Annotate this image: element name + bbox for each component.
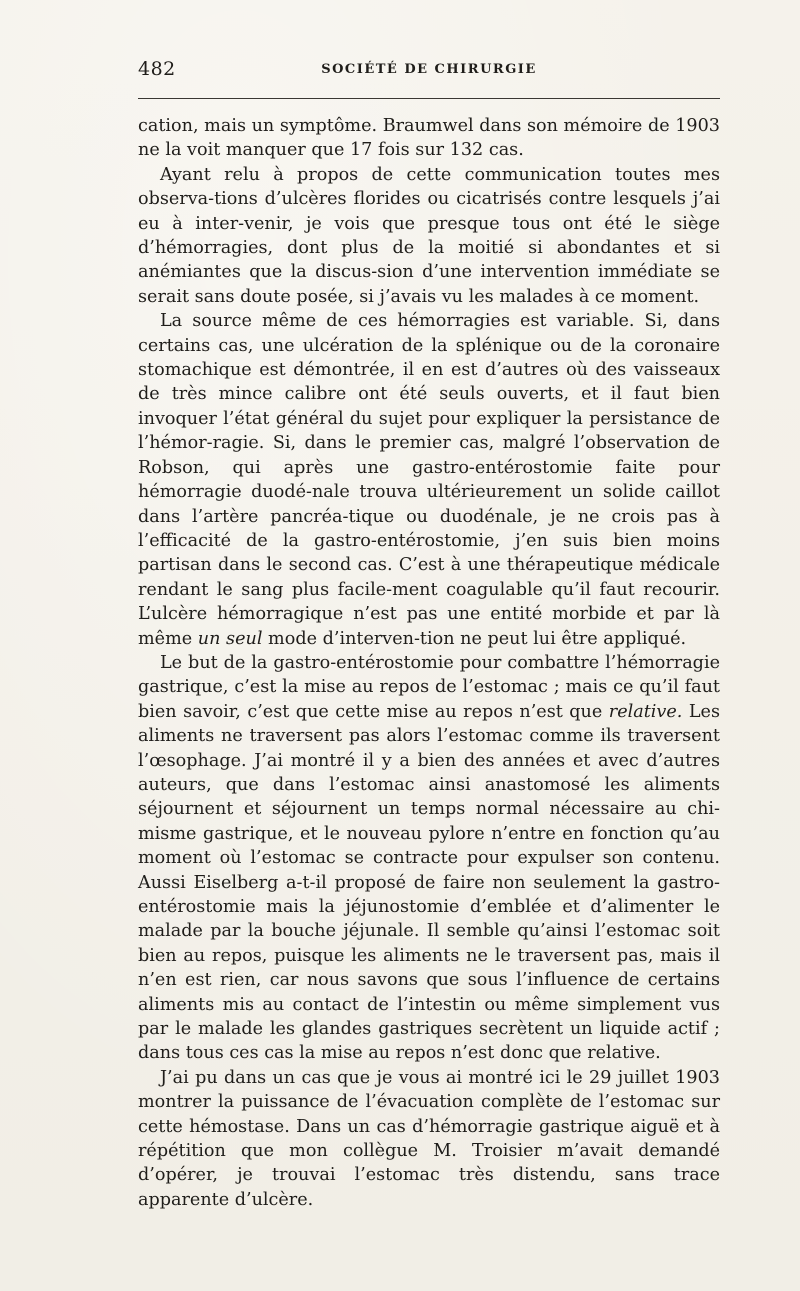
paragraph xyxy=(138,163,720,309)
page-number: 482 xyxy=(138,58,176,80)
paragraph-text: La source même de ces hémorragies est variable. Si, dans certains cas, une ulcération de la splénique ou de la coronaire stomachique est démontrée, il en est d’autres où des vaisseaux de très mince calibre ont été seuls ouverts, et il faut bien invoquer l’état général du sujet pour expliquer la persistance de l’hémor-ragie. Si, dans le premier cas, malgré l’observation de Robson, qui après une gastro-entérostomie faite pour hémorragie duodé-nale trouva ultérieurement un solide caillot dans l’artère pancréa-tique ou duodénale, je ne crois pas à l’efficacité de la gastro-entérostomie, j’en suis bien moins partisan dans le second cas. C’est à une thérapeutique médicale rendant le sang plus facile-ment coagulable qu’il faut recourir. L’ulcère hémorragique n’est pas une entité morbide et par là même xyxy=(138,311,720,649)
body-text xyxy=(138,114,720,1212)
paragraph xyxy=(138,1066,720,1212)
italic-text: un seul xyxy=(197,628,263,649)
paragraph-text: Les aliments ne traversent pas alors l’estomac comme ils traversent l’œsophage. J’ai montré il y a bien des années et avec d’autres auteurs, que dans l’estomac ainsi anastomosé les aliments séjournent et séjournent un temps normal nécessaire au chi-misme gastrique, et le nouveau pylore n’entre en fonction qu’au moment où l’estomac se contracte pour expulser son contenu. Aussi Eiselberg a-t-il proposé de faire non seulement la gastro-entérostomie mais la jéjunostomie d’emblée et d’alimenter le malade par la bouche jéjunale. Il semble qu’ainsi l’estomac soit bien au repos, puisque les aliments ne le traversent pas, mais il n’en est rien, car nous savons que sous l’influence de certains aliments mis au contact de l’intestin ou même simplement vus par le malade les glandes gastriques secrètent un liquide actif ; dans tous ces cas la mise au repos n’est donc que relative. xyxy=(138,701,720,1064)
paragraph-text: J’ai pu dans un cas que je vous ai montré ici le 29 juillet 1903 montrer la puissance de l’évacuation complète de l’estomac sur cette hémostase. Dans un cas d’hémorragie gastrique aiguë et à répétition que mon collègue M. Troisier m’avait demandé d’opérer, je trouvai l’estomac très distendu, sans trace apparente d’ulcère. xyxy=(138,1067,720,1210)
paragraph-text: mode d’interven-tion ne peut lui être appliqué. xyxy=(262,628,687,649)
paragraph-text: cation, mais un symptôme. Braumwel dans son mémoire de 1903 ne la voit manquer que 17 fois sur 132 cas. xyxy=(138,116,720,161)
paragraph-text: Ayant relu à propos de cette communication toutes mes observa-tions d’ulcères florides ou cicatrisés contre lesquels j’ai eu à inter-venir, je vois que presque tous ont été le siège d’hémorragies, dont plus de la moitié si abondantes et si anémiantes que la discus-sion d’une intervention immédiate se serait sans doute posée, si j’avais vu les malades à ce moment. xyxy=(138,164,720,307)
paragraph-text: Le but de la gastro-entérostomie pour combattre l’hémorragie gastrique, c’est la mise au repos de l’estomac ; mais ce qu’il faut bien savoir, c’est que cette mise au repos n’est que xyxy=(138,652,720,722)
paragraph xyxy=(138,309,720,651)
paragraph xyxy=(138,651,720,1066)
paragraph xyxy=(138,114,720,163)
running-head: SOCIÉTÉ DE CHIRURGIE xyxy=(321,62,537,77)
header-rule xyxy=(138,98,720,99)
italic-text: relative. xyxy=(608,701,683,722)
page-header xyxy=(138,58,720,88)
